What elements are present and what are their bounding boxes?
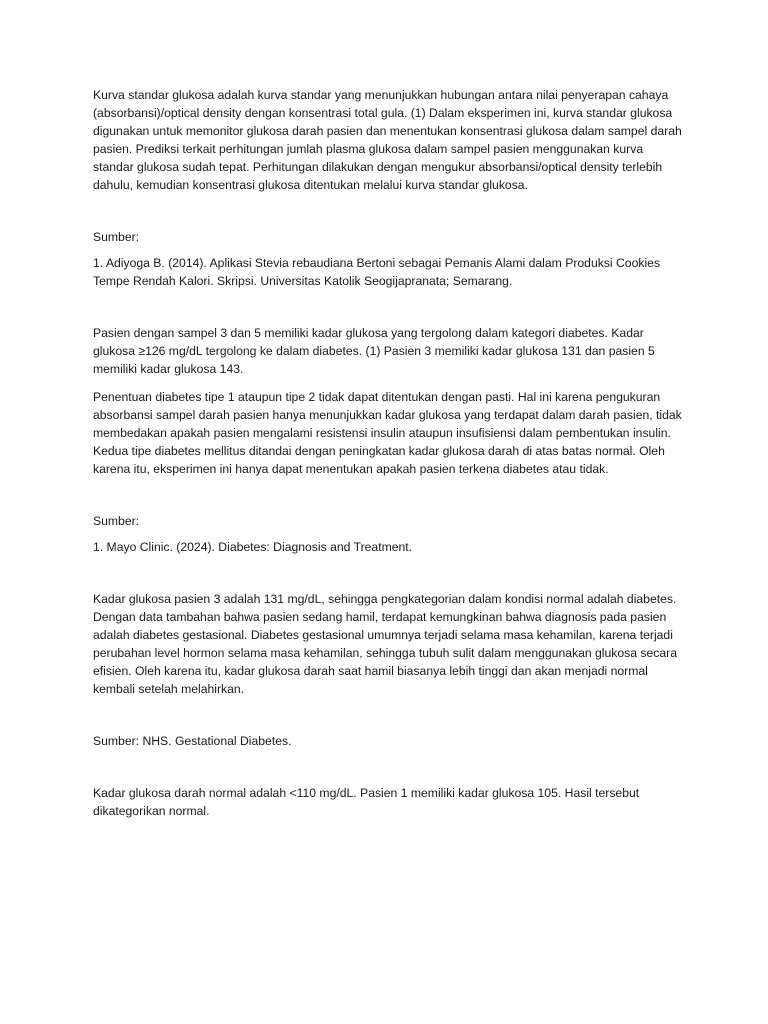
paragraph-glucose-standard-curve: Kurva standar glukosa adalah kurva standar yang menunjukkan hubungan antara nilai penyerapan cahaya (absorbansi)/optical density dengan konsentrasi total gula. (1) Dalam eksperimen ini, kurva standar glukosa digunakan untuk memonitor glukosa darah pasien dan menentukan konsentrasi glukosa dalam sampel darah pasien. Prediksi terkait perhitungan jumlah plasma glukosa dalam sampel pasien menggunakan kurva standar glukosa sudah tepat. Perhitungan dilakukan dengan mengukur absorbansi/optical density terlebih dahulu, kemudian konsentrasi glukosa ditentukan melalui kurva standar glukosa. (93, 88, 682, 192)
source-reference: 1. Adiyoga B. (2014). Aplikasi Stevia rebaudiana Bertoni sebagai Pemanis Alami dalam Produksi Cookies Tempe Rendah Kalori. Skripsi. Universitas Katolik Seogijapranata; Semarang. (93, 256, 661, 288)
paragraph-normal-glucose: Kadar glukosa darah normal adalah <110 mg/dL. Pasien 1 memiliki kadar glukosa 105. Hasil tersebut dikategorikan normal. (93, 786, 640, 818)
paragraph-gestational-diabetes: Kadar glukosa pasien 3 adalah 131 mg/dL, sehingga pengkategorian dalam kondisi normal adalah diabetes. Dengan data tambahan bahwa pasien sedang hamil, terdapat kemungkinan bahwa diagnosis pada pasien adalah diabetes gestasional. Diabetes gestasional umumnya terjadi selama masa kehamilan, karena terjadi perubahan level hormon selama masa kehamilan, sehingga tubuh sulit dalam menggunakan glukosa secara efisien. Oleh karena itu, kadar glukosa darah saat hamil biasanya lebih tinggi dan akan menjadi normal kembali setelah melahirkan. (93, 592, 678, 696)
source-reference: 1. Mayo Clinic. (2024). Diabetes: Diagnosis and Treatment. (93, 540, 413, 554)
paragraph-diabetes-type: Penentuan diabetes tipe 1 ataupun tipe 2 tidak dapat ditentukan dengan pasti. Hal ini karena pengukuran absorbansi sampel darah pasien hanya menunjukkan kadar glukosa yang terdapat dalam darah pasien, tidak membedakan apakah pasien mengalami resistensi insulin ataupun insufisiensi dalam pembentukan insulin. Kedua tipe diabetes mellitus ditandai dengan peningkatan kadar glukosa darah di atas batas normal. Oleh karena itu, eksperimen ini hanya dapat menentukan apakah pasien terkena diabetes atau tidak. (93, 390, 682, 476)
document-page (93, 86, 685, 820)
source-reference: Sumber: NHS. Gestational Diabetes. (93, 734, 292, 748)
source-label: Sumber: (93, 514, 140, 528)
source-label: Sumber: (93, 230, 140, 244)
paragraph-diabetes-patients: Pasien dengan sampel 3 dan 5 memiliki kadar glukosa yang tergolong dalam kategori diabetes. Kadar glukosa ≥126 mg/dL tergolong ke dalam diabetes. (1) Pasien 3 memiliki kadar glukosa 131 dan pasien 5 memiliki kadar glukosa 143. (93, 326, 655, 376)
